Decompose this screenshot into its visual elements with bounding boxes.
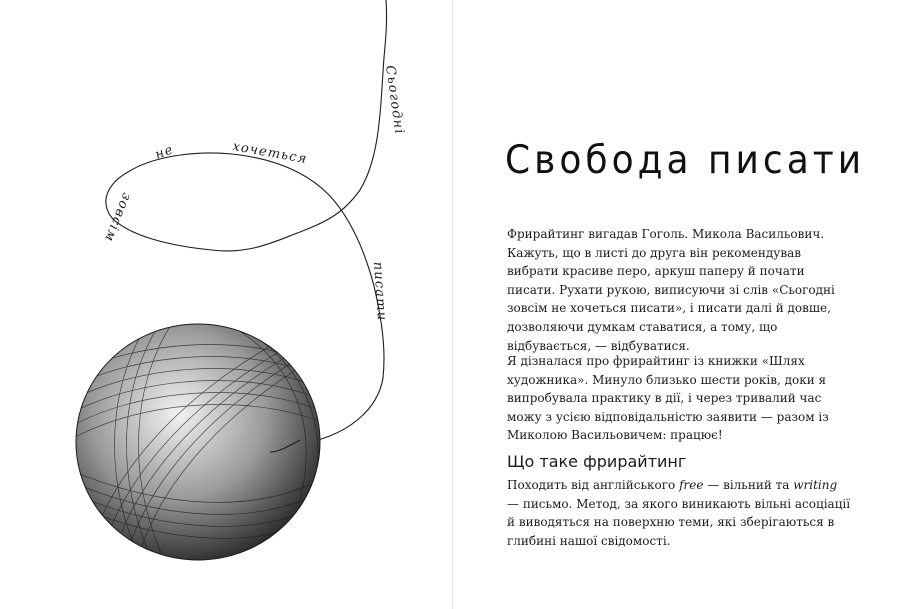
paragraph-intro: Фрирайтинг вигадав Гоголь. Микола Васильович. Кажуть, що в листі до друга він рекомендував вибрати красиве перо, аркуш паперу й почати писати. Рухати рукою, виписуючи зі слів «Сьогодні зовсім не хочеться писати», і писати далі й довше, дозволяючи думкам ставатися, а тому, що відбувається, — відбуватися. — [507, 227, 835, 353]
term-free: free — [679, 478, 704, 492]
definition-text-start: Походить від англійського — [507, 478, 680, 492]
thread-word-write: писати — [370, 261, 390, 322]
thread-word-at-all: зовсім — [100, 190, 135, 245]
definition-text-end: — письмо. Метод, за якого виникають вільні асоціації й виводяться на поверхню теми, які зберігаються в глибині нашої свідомості. — [507, 496, 851, 548]
page-title: Свобода писати — [505, 138, 866, 183]
yarn-ball — [60, 320, 340, 566]
paragraph-definition — [507, 476, 852, 550]
thread-word-not: не — [153, 142, 176, 163]
thread-word-want: хочеться — [231, 139, 309, 168]
thread-word-today: Сьогодні — [382, 64, 407, 136]
definition-text-middle: — вільний та — [703, 478, 794, 492]
paragraph-discovery: Я дізналася про фрирайтинг із книжки «Шлях художника». Минуло близько шести років, доки я випробувала практику в дії, і через тривалий час можу з усією відповідальністю заявити — разом із Миколою Васильовичем: працює! — [507, 354, 829, 443]
right-page — [453, 0, 900, 609]
term-writing: writing — [793, 478, 838, 492]
section-heading: Що таке фрирайтинг — [507, 452, 687, 471]
